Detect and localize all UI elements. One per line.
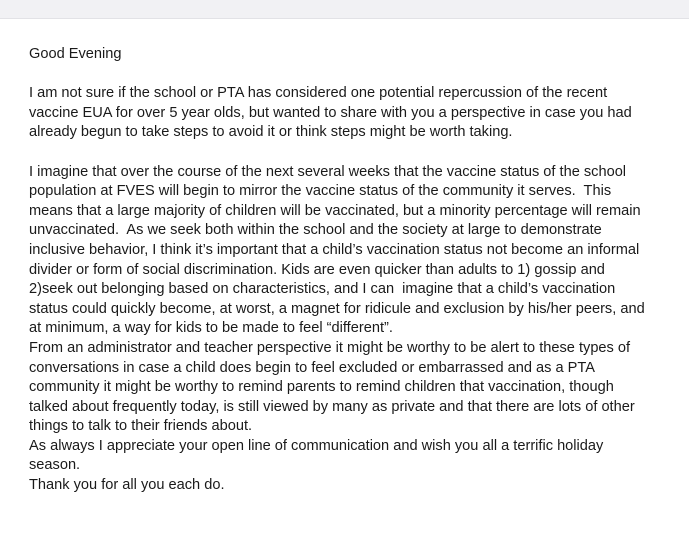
text-line: status could quickly become, at worst, a magnet for ridicule and exclusion by his/her peers, and	[29, 300, 645, 317]
email-body	[29, 45, 679, 496]
text-line: community it might be worthy to remind parents to remind children that vaccination, though	[29, 379, 614, 396]
text-line: I am not sure if the school or PTA has considered one potential repercussion of the recent	[29, 85, 608, 102]
text-line: As always I appreciate your open line of communication and wish you all a terrific holiday	[29, 437, 604, 454]
email-paragraph-2	[29, 163, 679, 339]
top-bar	[0, 0, 689, 19]
text-line: From an administrator and teacher perspective it might be worthy to be alert to these types of	[29, 339, 631, 356]
text-line: divider or form of social discrimination. Kids are even quicker than adults to 1) gossip and	[29, 261, 605, 278]
text-line: means that a large majority of children will be vaccinated, but a minority percentage will remain	[29, 202, 641, 219]
email-paragraph-1	[29, 84, 679, 143]
text-line: I imagine that over the course of the next several weeks that the vaccine status of the school	[29, 163, 627, 180]
text-line: at minimum, a way for kids to be made to feel “different”.	[29, 320, 393, 337]
text-line: already begun to take steps to avoid it or think steps might be worth taking.	[29, 124, 513, 141]
paragraph-gap	[29, 65, 679, 85]
text-line: things to talk to their friends about.	[29, 418, 253, 435]
text-line: season.	[29, 457, 81, 474]
email-greeting: Good Evening	[29, 46, 122, 62]
text-line: population at FVES will begin to mirror the vaccine status of the community it serves. This	[29, 183, 612, 200]
email-paragraph-4	[29, 437, 679, 476]
text-line: vaccine EUA for over 5 year olds, but wanted to share with you a perspective in case you had	[29, 104, 632, 121]
email-paragraph-3	[29, 339, 679, 437]
paragraph-gap	[29, 143, 679, 163]
email-closing: Thank you for all you each do.	[29, 477, 225, 494]
text-line: unvaccinated. As we seek both within the school and the society at large to demonstrate	[29, 222, 602, 239]
text-line: talked about frequently today, is still viewed by many as private and that there are lots of other	[29, 398, 635, 415]
text-line: inclusive behavior, I think it’s important that a child’s vaccination status not become an informal	[29, 241, 640, 258]
text-line: conversations in case a child does begin to feel excluded or embarrassed and as a PTA	[29, 359, 595, 376]
text-line: 2)seek out belonging based on characteristics, and I can imagine that a child’s vaccination	[29, 281, 616, 298]
